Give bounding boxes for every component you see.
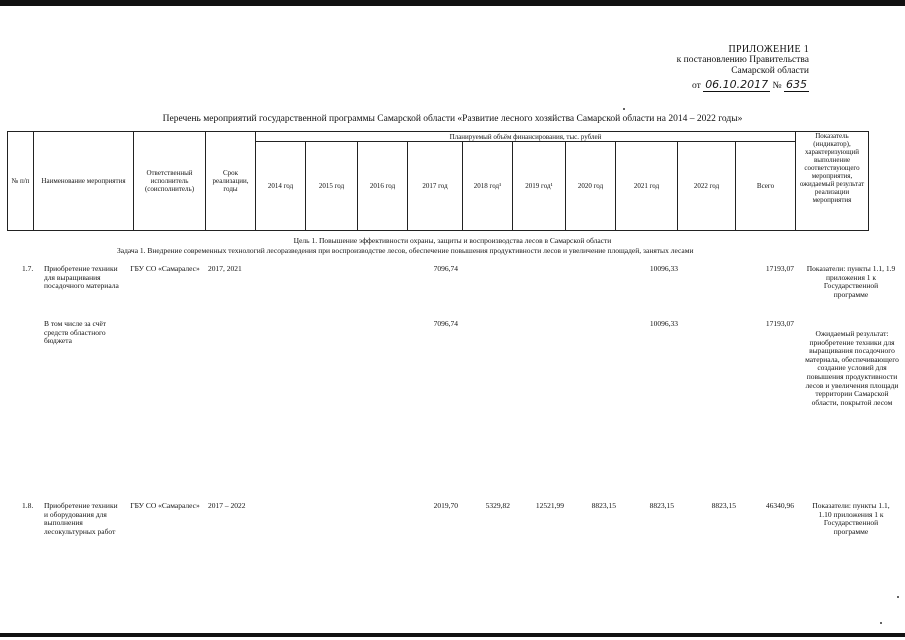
- row17sub-result: Ожидаемый результат: приобретение техники для выращивания посадочного материала, обеспечивающего создание условий для повышения продуктивности лесов и увеличения площади территории Самарской области, покрытой лесом: [805, 329, 899, 407]
- header-planned: Планируемый объём финансирования, тыс. рублей: [256, 132, 796, 142]
- row18-indicator: Показатели: пункты 1.1, 1.10 приложения 1 к Государственной программе: [812, 501, 890, 536]
- row17sub-name: В том числе за счёт средств областного бюджета: [44, 319, 107, 346]
- top-border: [0, 0, 905, 6]
- row17-total: 17193,07: [765, 264, 794, 273]
- header-name: Наименование мероприятия: [34, 132, 134, 231]
- scan-speck: [880, 622, 882, 624]
- row18-2022: 8823,15: [711, 501, 736, 510]
- bottom-border: [0, 633, 905, 637]
- header-table: [7, 131, 869, 231]
- row18-name: Приобретение техники и оборудования для выполнения лесокультурных работ: [44, 501, 118, 536]
- handwritten-number: 635: [786, 78, 807, 91]
- row18-total: 46340,96: [765, 501, 794, 510]
- goal-1: Цель 1. Повышение эффективности охраны, защиты и воспроизводства лесов в Самарской области: [293, 236, 612, 245]
- row18-2021: 8823,15: [649, 501, 674, 510]
- row17-no: 1.7.: [22, 264, 34, 273]
- scan-speck: [623, 108, 625, 110]
- header-term: Срок реализации, годы: [206, 132, 256, 231]
- row17-2017: 7096,74: [433, 264, 458, 273]
- row18-term: 2017 – 2022: [208, 501, 246, 510]
- from-label: от: [692, 81, 701, 91]
- row17sub-total: 17193,07: [765, 319, 794, 328]
- row18-no: 1.8.: [22, 501, 34, 510]
- header-indicator: Показатель (индикатор), характеризующий выполнение соответствующего мероприятия, ожидаемый результат реализации мероприятия: [796, 132, 869, 231]
- header-year-2016: 2016 год: [358, 142, 408, 231]
- scan-speck: [897, 596, 899, 598]
- row18-2018: 5329,82: [485, 501, 510, 510]
- handwritten-date: 06.10.2017: [705, 78, 769, 91]
- row17-exec: ГБУ СО «Самаралес»: [130, 264, 200, 273]
- row18-2020: 8823,15: [591, 501, 616, 510]
- row18-2019: 12521,99: [535, 501, 564, 510]
- header-year-2015: 2015 год: [306, 142, 358, 231]
- annex-block: [677, 44, 809, 92]
- header-year-2018: 2018 год¹: [463, 142, 513, 231]
- annex-title: ПРИЛОЖЕНИЕ 1: [728, 44, 809, 55]
- row17sub-2017: 7096,74: [433, 319, 458, 328]
- header-year-2019: 2019 год¹: [513, 142, 566, 231]
- header-year-2014: 2014 год: [256, 142, 306, 231]
- header-exec: Ответственный исполнитель (соисполнитель): [134, 132, 206, 231]
- annex-line3: Самарской области: [731, 66, 809, 76]
- row17-2021: 10096,33: [649, 264, 678, 273]
- header-year-2020: 2020 год: [566, 142, 616, 231]
- header-year-2017: 2017 год: [408, 142, 463, 231]
- row17-term: 2017, 2021: [208, 264, 242, 273]
- header-year-2021: 2021 год: [616, 142, 678, 231]
- task-1: Задача 1. Внедрение современных технологий лесоразведения при воспроизводстве лесов, обеспечение повышения продуктивности лесов и увеличение площадей, занятых лесами: [117, 246, 694, 255]
- row17-name: Приобретение техники для выращивания посадочного материала: [44, 264, 119, 291]
- number-label: №: [772, 81, 782, 91]
- row18-exec: ГБУ СО «Самаралес»: [130, 501, 200, 510]
- row18-2017: 2019,70: [433, 501, 458, 510]
- header-total: Всего: [736, 142, 796, 231]
- row17sub-2021: 10096,33: [649, 319, 678, 328]
- header-year-2022: 2022 год: [678, 142, 736, 231]
- header-no: № п/п: [8, 132, 34, 231]
- row17-indicator: Показатели: пункты 1.1, 1.9 приложения 1 к Государственной программе: [806, 264, 896, 299]
- annex-date-line: [677, 79, 809, 92]
- document-title: Перечень мероприятий государственной программы Самарской области «Развитие лесного хозяйства Самарской области на 2014 – 2022 годы»: [162, 114, 743, 124]
- annex-line2: к постановлению Правительства: [676, 55, 809, 65]
